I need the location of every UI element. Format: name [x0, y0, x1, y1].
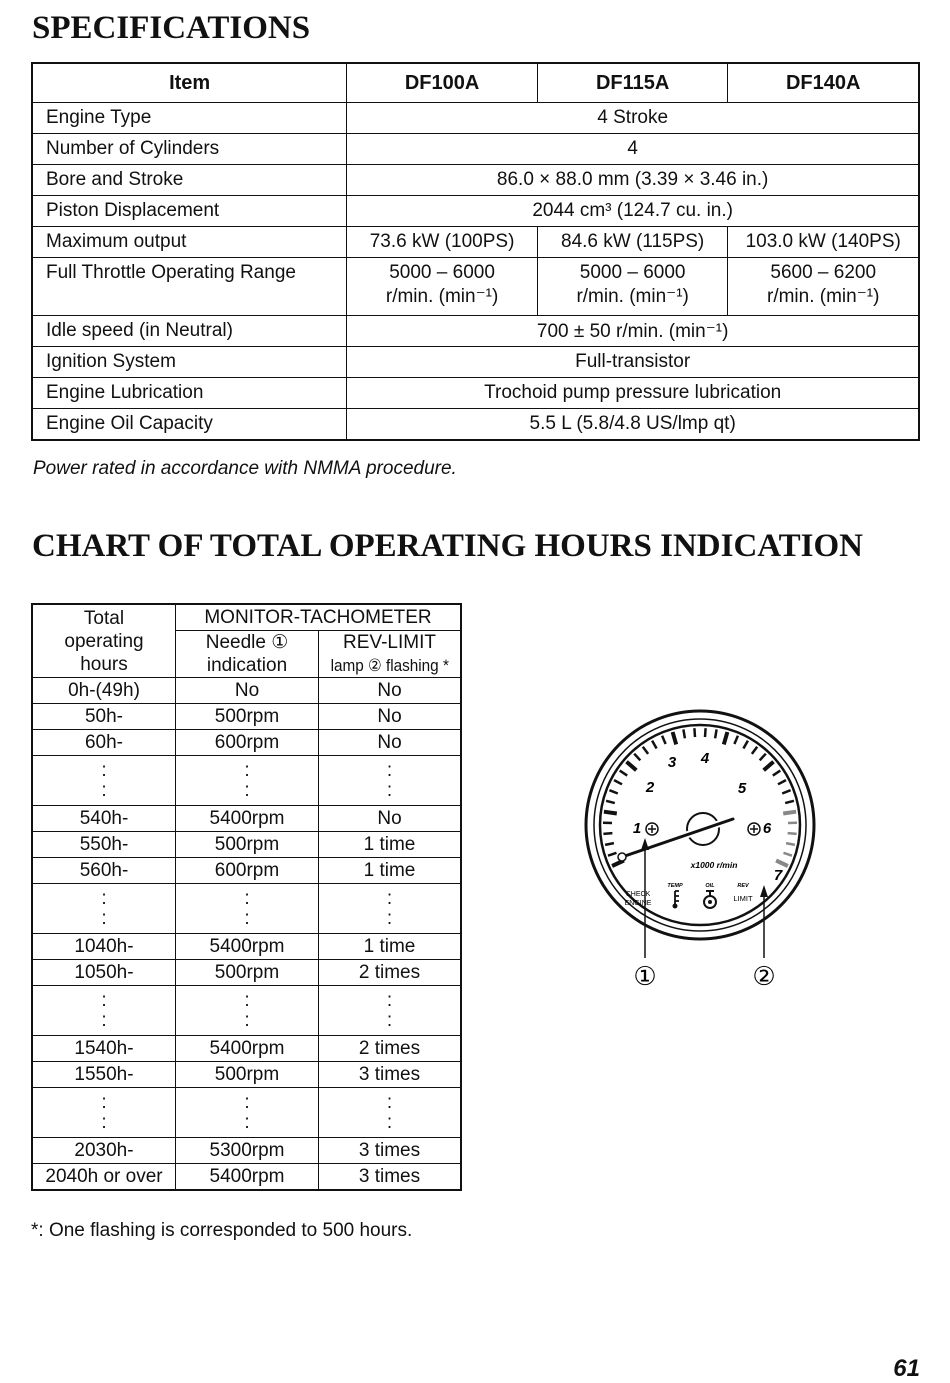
temp-label: TEMP	[667, 883, 683, 889]
gauge-tick	[786, 843, 795, 845]
table-row: 1050h- 500rpm 2 times	[32, 960, 461, 986]
spec-value: 86.0 × 88.0 mm (3.39 × 3.46 in.)	[347, 165, 919, 196]
range-line1: 5600 – 6200	[770, 262, 876, 283]
range-line2: r/min. (min⁻¹)	[767, 286, 879, 307]
header-item: Item	[32, 63, 347, 103]
gauge-tick	[705, 728, 706, 737]
table-row	[32, 316, 919, 347]
callout-2-label: ②	[752, 961, 775, 991]
spec-item: Ignition System	[32, 347, 347, 378]
oil-center-icon	[708, 900, 712, 904]
oil-label: OIL	[705, 883, 715, 889]
specifications-note: Power rated in accordance with NMMA procedure.	[33, 458, 457, 480]
tachometer-illustration	[580, 705, 820, 995]
ellipsis-row: : : : : : :	[32, 884, 461, 934]
ellipsis-row: : : : : : :	[32, 986, 461, 1036]
hours-chart-title: CHART OF TOTAL OPERATING HOURS INDICATION	[32, 528, 863, 565]
table-row: 2030h- 5300rpm 3 times	[32, 1138, 461, 1164]
table-row	[32, 409, 919, 441]
spec-item: Engine Oil Capacity	[32, 409, 347, 441]
temperature-bulb-icon	[673, 904, 678, 909]
hours-note: *: One flashing is corresponded to 500 hours.	[31, 1220, 412, 1242]
header-rev-limit: REV-LIMIT lamp ② flashing *	[319, 631, 462, 678]
spec-value: 700 ± 50 r/min. (min⁻¹)	[347, 316, 919, 347]
gauge-number-6: 6	[763, 820, 772, 837]
range-line2: r/min. (min⁻¹)	[386, 286, 498, 307]
page-number: 61	[893, 1355, 920, 1383]
gauge-tick	[604, 812, 617, 814]
spec-item: Number of Cylinders	[32, 134, 347, 165]
table-row	[32, 103, 919, 134]
table-row: 2040h or over 5400rpm 3 times	[32, 1164, 461, 1191]
table-row	[32, 378, 919, 409]
gauge-tick	[683, 729, 685, 738]
gauge-tick	[783, 812, 796, 814]
gauge-tick	[605, 843, 614, 845]
gauge-number-4: 4	[700, 750, 710, 767]
range-line2: r/min. (min⁻¹)	[576, 286, 688, 307]
table-row	[32, 165, 919, 196]
gauge-tick	[788, 833, 797, 834]
table-row	[32, 347, 919, 378]
table-row	[32, 134, 919, 165]
gauge-unit-label: x1000 r/min	[690, 860, 738, 870]
spec-value-df100a	[347, 258, 538, 316]
ellipsis-row: : : : : : :	[32, 756, 461, 806]
spec-value: 4 Stroke	[347, 103, 919, 134]
gauge-number-1: 1	[633, 820, 641, 837]
spec-value: 2044 cm³ (124.7 cu. in.)	[347, 196, 919, 227]
gauge-number-7: 7	[774, 867, 783, 884]
spec-value: 5.5 L (5.8/4.8 US/lmp qt)	[347, 409, 919, 441]
spec-value-df140a	[728, 258, 919, 316]
spec-value-df115a: 84.6 kW (115PS)	[537, 227, 728, 258]
gauge-number-3: 3	[668, 754, 677, 771]
operating-hours-table	[31, 603, 462, 1191]
check-engine-label-line2: ENGINE	[625, 900, 652, 907]
table-row: 50h- 500rpm No	[32, 704, 461, 730]
check-engine-label-line1: CHECK	[626, 891, 651, 898]
table-row: 60h- 600rpm No	[32, 730, 461, 756]
spec-value: 4	[347, 134, 919, 165]
table-header-row	[32, 63, 919, 103]
table-header-row	[32, 604, 461, 631]
table-row: 560h- 600rpm 1 time	[32, 858, 461, 884]
spec-value: Trochoid pump pressure lubrication	[347, 378, 919, 409]
table-row: 1540h- 5400rpm 2 times	[32, 1036, 461, 1062]
gauge-tick	[694, 728, 695, 737]
ellipsis-row: : : : : : :	[32, 1088, 461, 1138]
table-row: 540h- 5400rpm No	[32, 806, 461, 832]
header-total-hours: Total operating hours	[32, 604, 176, 678]
header-df140a: DF140A	[728, 63, 919, 103]
specifications-title: SPECIFICATIONS	[32, 10, 310, 47]
limit-label: LIMIT	[733, 894, 753, 903]
spec-item: Piston Displacement	[32, 196, 347, 227]
rev-label: REV	[737, 883, 750, 889]
spec-item: Idle speed (in Neutral)	[32, 316, 347, 347]
specifications-table	[31, 62, 920, 441]
spec-item: Full Throttle Operating Range	[32, 258, 347, 316]
header-needle: Needle ① indication	[176, 631, 319, 678]
spec-value-df100a: 73.6 kW (100PS)	[347, 227, 538, 258]
range-line1: 5000 – 6000	[580, 262, 686, 283]
callout-1-label: ①	[633, 961, 656, 991]
spec-item: Engine Type	[32, 103, 347, 134]
spec-value-df115a	[537, 258, 728, 316]
header-monitor-tachometer: MONITOR-TACHOMETER	[176, 604, 462, 631]
gauge-tick	[603, 833, 612, 834]
spec-item: Bore and Stroke	[32, 165, 347, 196]
table-row: 1550h- 500rpm 3 times	[32, 1062, 461, 1088]
gauge-tick	[715, 729, 717, 738]
table-row: 1040h- 5400rpm 1 time	[32, 934, 461, 960]
range-line1: 5000 – 6000	[389, 262, 495, 283]
gauge-number-5: 5	[738, 780, 747, 797]
table-row	[32, 196, 919, 227]
table-row	[32, 227, 919, 258]
needle-tip	[618, 853, 626, 861]
spec-value: Full-transistor	[347, 347, 919, 378]
gauge-number-2: 2	[645, 779, 655, 796]
table-row: 550h- 500rpm 1 time	[32, 832, 461, 858]
header-df100a: DF100A	[347, 63, 538, 103]
spec-item: Maximum output	[32, 227, 347, 258]
spec-value-df140a: 103.0 kW (140PS)	[728, 227, 919, 258]
table-row	[32, 258, 919, 316]
header-df115a: DF115A	[537, 63, 728, 103]
table-row: 0h-(49h) No No	[32, 678, 461, 704]
spec-item: Engine Lubrication	[32, 378, 347, 409]
